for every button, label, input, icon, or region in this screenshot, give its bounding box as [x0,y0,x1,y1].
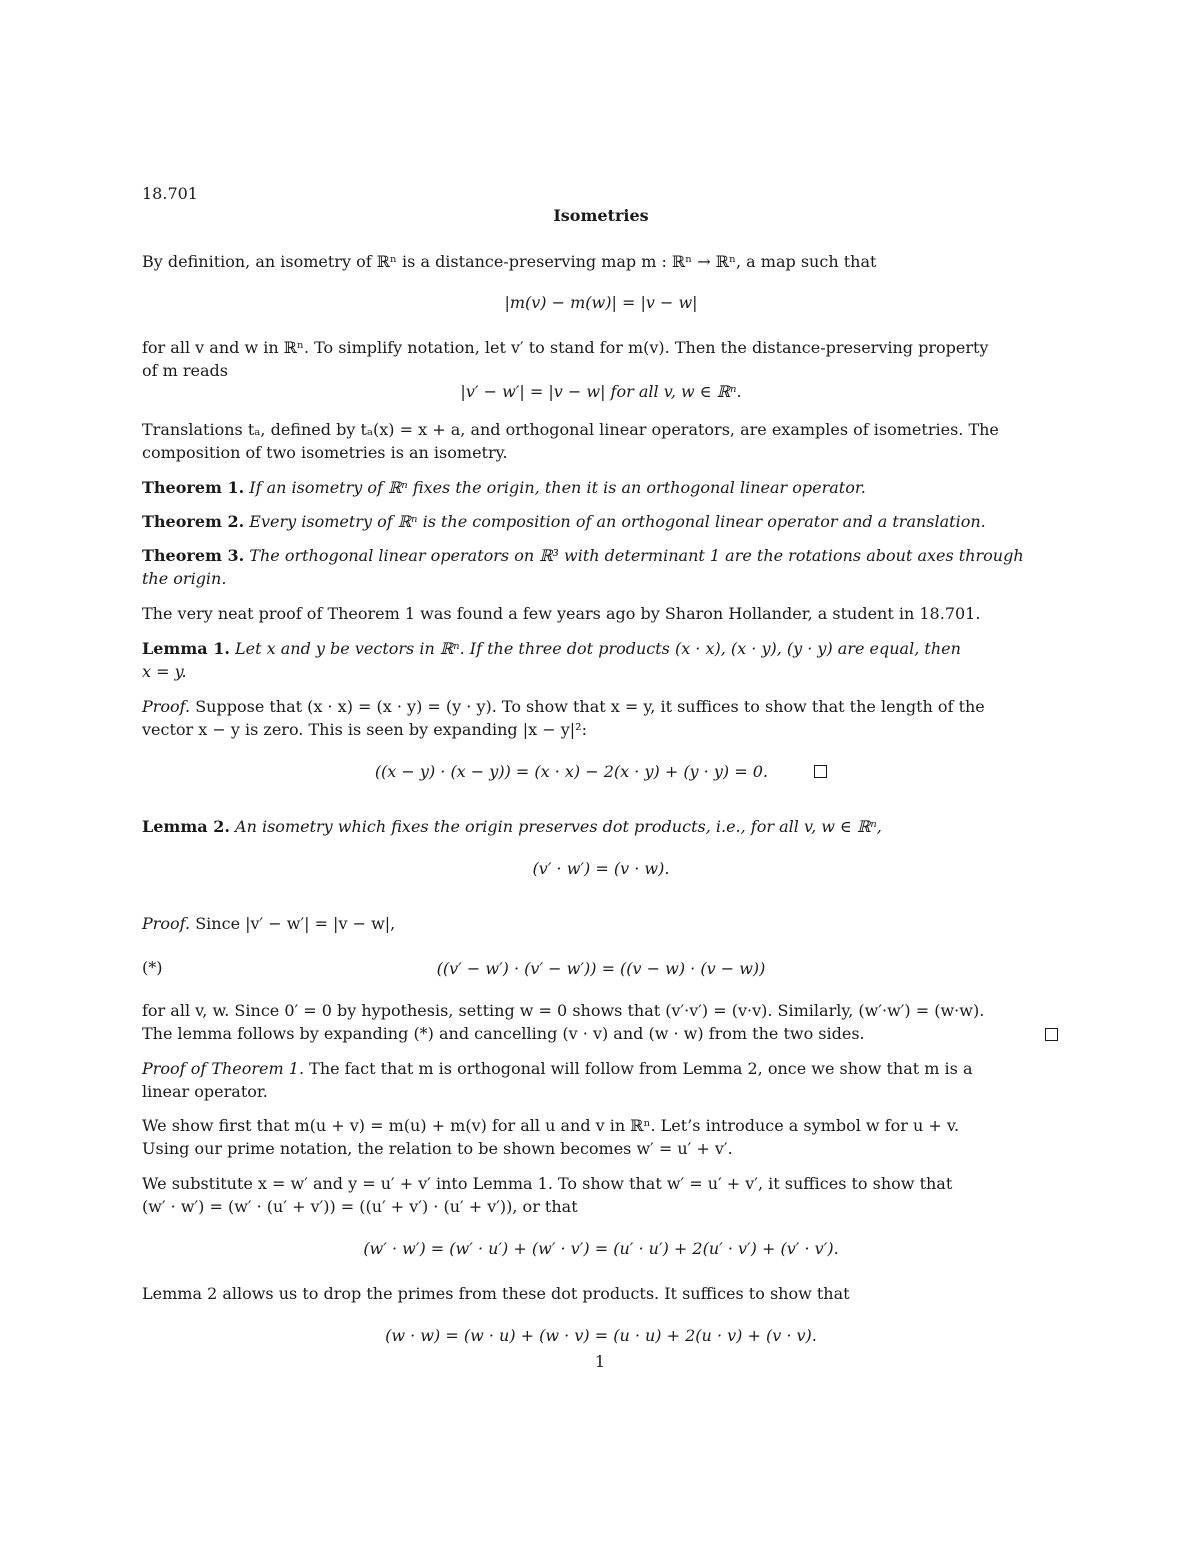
lemma-2-text: An isometry which fixes the origin preserves dot products, i.e., for all v, w ∈ ℝⁿ, [235,817,882,836]
linearity-line-1: We show first that m(u + v) = m(u) + m(v) for all u and v in ℝⁿ. Let’s introduce a symbol w for u + v. [142,1116,960,1135]
distance-equation: |v′ − w′| = |v − w| for all v, w ∈ ℝⁿ. [460,382,742,401]
theorem-3-label: Theorem 3. [142,546,245,565]
theorem-1-label: Theorem 1. [142,478,245,497]
theorem-2-text: Every isometry of ℝⁿ is the composition of an orthogonal linear operator and a translation. [249,512,986,531]
hollander-note: The very neat proof of Theorem 1 was found a few years ago by Sharon Hollander, a student in 18.701. [142,604,981,623]
theorem-1-text: If an isometry of ℝⁿ fixes the origin, then it is an orthogonal linear operator. [249,478,866,497]
definition-line-3: of m reads [142,361,229,380]
theorem-2 [142,511,1060,533]
linearity-line-2: Using our prime notation, the relation to be shown becomes w′ = u′ + v′. [142,1139,733,1158]
proof-1-equation-text: ((x − y) · (x − y)) = (x · x) − 2(x · y) + (y · y) = 0. [374,762,768,781]
theorem-3-text-cont: the origin. [142,569,227,588]
lemma-1-label: Lemma 1. [142,639,230,658]
proof-theorem-1-text: The fact that m is orthogonal will follow from Lemma 2, once we show that m is a [309,1059,973,1078]
lemma-2-label: Lemma 2. [142,817,230,836]
lemma-1 [142,638,1060,660]
equation-tag: (*) [142,958,163,977]
definition-line-1: By definition, an isometry of ℝⁿ is a distance-preserving map m : ℝⁿ → ℝⁿ, a map such that [142,252,877,271]
drop-primes-line: Lemma 2 allows us to drop the primes from these dot products. It suffices to show that [142,1284,850,1303]
definition-line-2: for all v and w in ℝⁿ. To simplify notation, let v′ to stand for m(v). Then the distance-preserving property [142,338,989,357]
proof-2-text: Since |v′ − w′| = |v − w|, [195,914,396,933]
proof-2-line-2: for all v, w. Since 0′ = 0 by hypothesis, setting w = 0 shows that (v′·v′) = (v·v). Similarly, (w′·w′) = (w·w). [142,1001,985,1020]
substitute-line-2: (w′ · w′) = (w′ · (u′ + v′)) = ((u′ + v′) · (u′ + v′)), or that [142,1197,578,1216]
proof-1 [142,696,1060,718]
lemma-1-text-cont: x = y. [142,662,187,681]
lemma-1-text: Let x and y be vectors in ℝⁿ. If the three dot products (x · x), (x · y), (y · y) are equal, then [235,639,961,658]
theorem-3-text: The orthogonal linear operators on ℝ³ with determinant 1 are the rotations about axes through [249,546,1024,565]
qed-square-icon [1045,1028,1058,1041]
qed-square-icon [814,765,827,778]
page-title: Isometries [553,206,649,225]
lemma-2 [142,816,1060,838]
proof-theorem-1 [142,1058,1060,1080]
page-number: 1 [594,1352,606,1371]
theorem-3 [142,545,1060,567]
proof-1-equation [142,761,1060,783]
course-number: 18.701 [142,184,198,203]
substitute-line-1: We substitute x = w′ and y = u′ + v′ into Lemma 1. To show that w′ = u′ + v′, it suffices to show that [142,1174,953,1193]
final-equation: (w · w) = (w · u) + (w · v) = (u · u) + 2(u · v) + (v · v). [385,1326,817,1345]
proof-2 [142,913,1060,935]
translations-line-2: composition of two isometries is an isometry. [142,443,508,462]
proof-2-equation: ((v′ − w′) · (v′ − w′)) = ((v − w) · (v − w)) [436,959,766,978]
lemma-2-equation: (v′ · w′) = (v · w). [532,859,670,878]
translations-line-1: Translations tₐ, defined by tₐ(x) = x + a, and orthogonal linear operators, are examples of isometries. The [142,420,999,439]
proof-1-text: Suppose that (x · x) = (x · y) = (y · y). To show that x = y, it suffices to show that the length of the [195,697,985,716]
proof-2-line-3 [142,1023,1060,1045]
proof-1-label: Proof. [142,697,191,716]
isometry-equation: |m(v) − m(w)| = |v − w| [504,293,698,312]
theorem-1 [142,477,1060,499]
proof-theorem-1-label: Proof of Theorem 1. [142,1059,305,1078]
proof-2-line-3-text: The lemma follows by expanding (*) and cancelling (v · v) and (w · w) from the two sides. [142,1024,865,1043]
proof-1-text-cont: vector x − y is zero. This is seen by expanding |x − y|²: [142,720,587,739]
proof-2-label: Proof. [142,914,191,933]
theorem-2-label: Theorem 2. [142,512,245,531]
substitute-equation: (w′ · w′) = (w′ · u′) + (w′ · v′) = (u′ · u′) + 2(u′ · v′) + (v′ · v′). [363,1239,839,1258]
proof-theorem-1-cont: linear operator. [142,1082,268,1101]
